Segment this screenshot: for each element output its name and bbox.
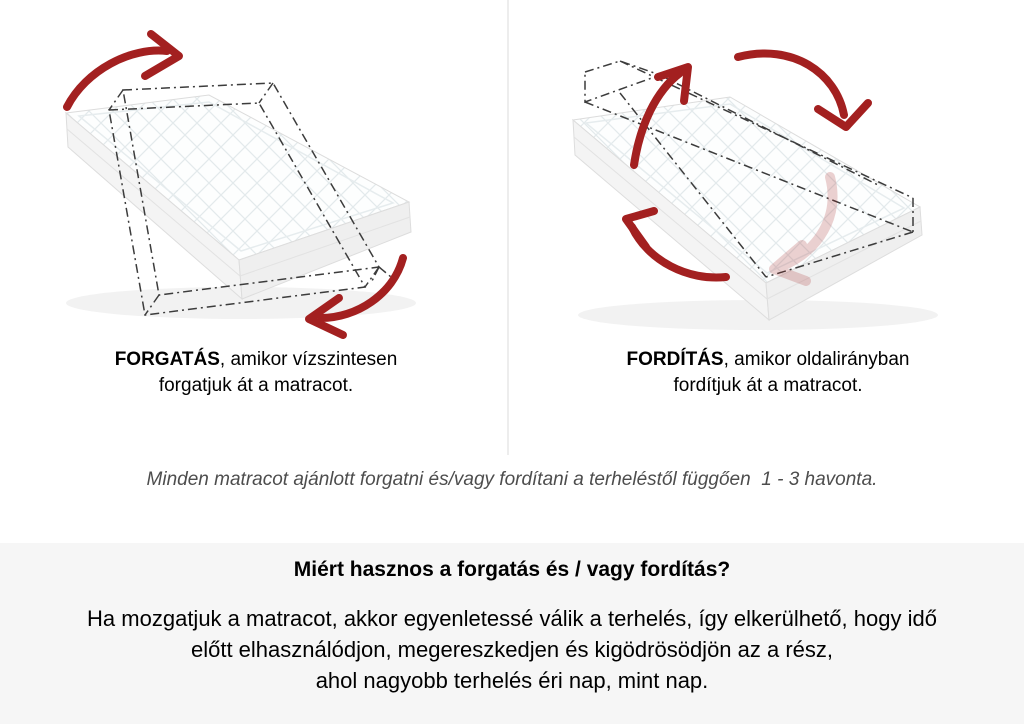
info-heading: Miért hasznos a forgatás és / vagy fordítás? (293, 558, 731, 581)
mattress-flip-illustration (548, 15, 988, 345)
mattress-rotate-illustration (41, 15, 471, 345)
info-section (0, 543, 1024, 724)
rotate-arrow-top-icon (67, 34, 179, 107)
panel-forgatas (0, 0, 512, 399)
mattress-image (573, 97, 922, 320)
caption-forgatas (0, 347, 512, 399)
caption-line1 (0, 347, 512, 373)
recommendation-note: Minden matracot ajánlott forgatni és/vagy fordítani a terheléstől függően 1 - 3 havonta. (146, 469, 878, 490)
panel-forditas (512, 0, 1024, 399)
caption-title: FORDÍTÁS (626, 349, 724, 370)
caption-title: FORGATÁS (114, 349, 220, 370)
caption-line1 (512, 347, 1024, 373)
info-line: előtt elhasználódjon, megereszkedjen és kigödrösödjön az a rész, (190, 637, 834, 662)
mattress-image (66, 95, 411, 299)
info-line: Ha mozgatjuk a matracot, akkor egyenletessé válik a terhelés, így elkerülhető, hogy idő (87, 606, 937, 631)
caption-forditas (512, 347, 1024, 399)
info-paragraph (0, 603, 1024, 696)
caption-rest: , amikor vízszintesen (219, 349, 398, 370)
caption-line2: fordítjuk át a matracot. (673, 375, 863, 396)
caption-rest: , amikor oldalirányban (723, 349, 910, 370)
info-line: ahol nagyobb terhelés éri nap, mint nap. (315, 668, 709, 693)
caption-line2: forgatjuk át a matracot. (158, 375, 354, 396)
